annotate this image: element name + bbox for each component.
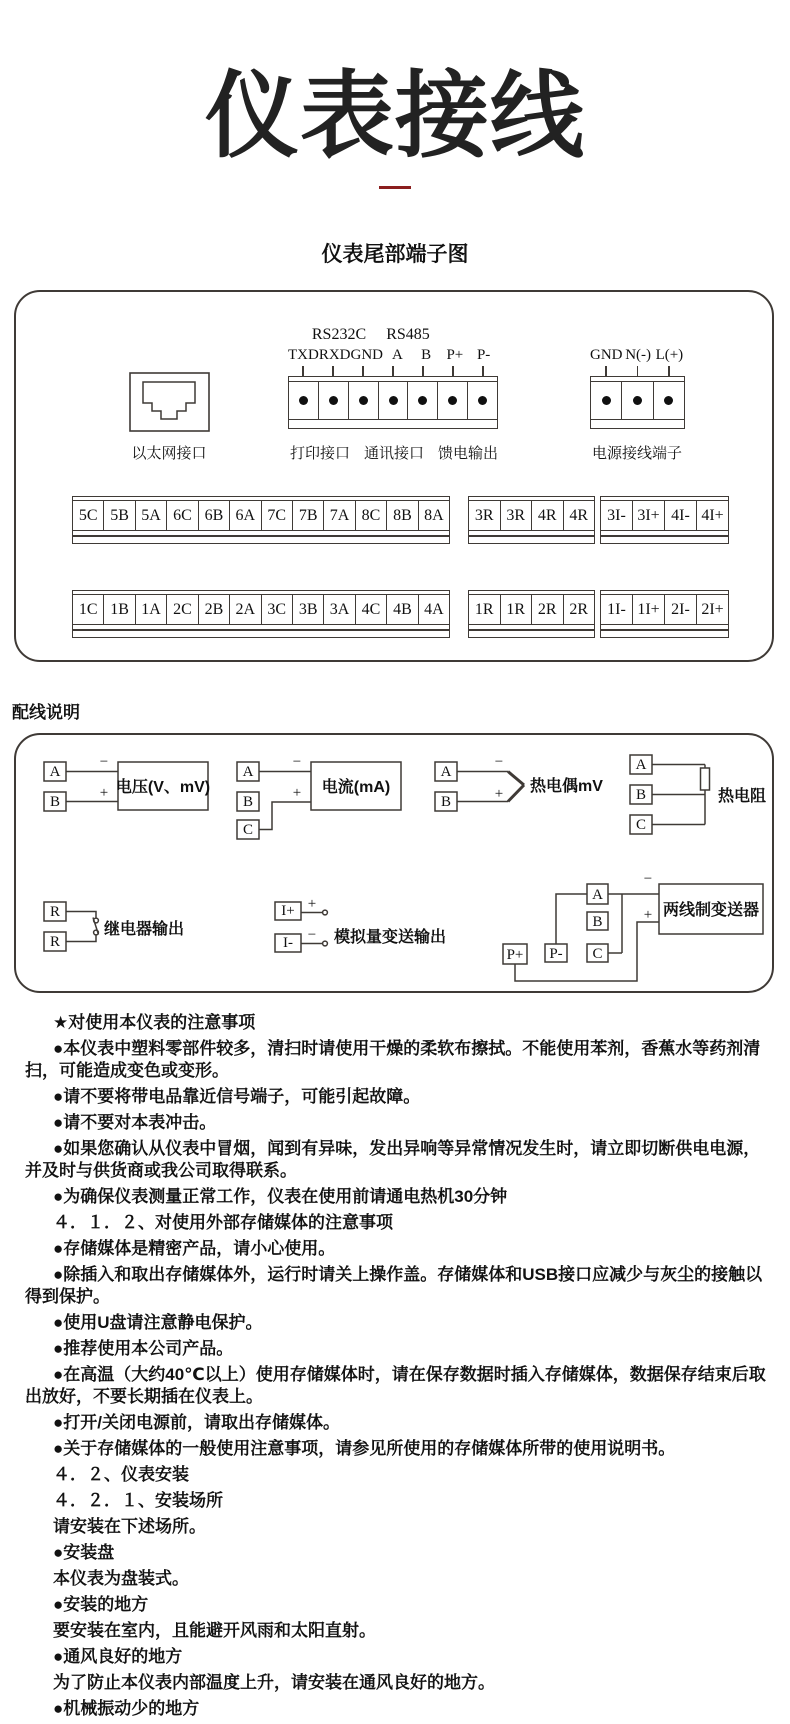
plus-mark: +	[292, 785, 302, 801]
terminal-sockets	[591, 382, 684, 419]
note-line: ●在高温（大约40℃以上）使用存储媒体时，请在保存数据时插入存储媒体，数据保存结束后取出放好，不要长期插在仪表上。	[25, 1365, 766, 1406]
terminal-a-label: A	[49, 764, 61, 780]
terminal-c-label: C	[592, 946, 603, 962]
terminal-cell: 3I-	[601, 501, 633, 530]
note-line: ●关于存储媒体的一般使用注意事项，请参见所使用的存储媒体所带的使用说明书。	[53, 1439, 676, 1458]
terminal-cell: 5B	[104, 501, 135, 530]
pin-wire	[622, 366, 654, 376]
note-line: ●通风良好的地方	[53, 1647, 183, 1666]
terminal-cell: 3A	[324, 595, 355, 624]
terminal-cell: 1I-	[601, 595, 633, 624]
pin-label: A	[391, 347, 403, 363]
note-line: ●本仪表中塑料零部件较多，清扫时请使用干燥的柔软布擦拭。不能使用苯剂，香蕉水等药剂清扫，可能造成变色或变形。	[25, 1039, 761, 1080]
wiring-section-heading: 配线说明	[12, 703, 80, 722]
pin-label: L(+)	[655, 347, 684, 363]
terminal-strip-row2-left	[72, 590, 450, 638]
terminal-cell: 8B	[387, 501, 418, 530]
terminal-cell: 2A	[230, 595, 261, 624]
pin-label: GND	[350, 347, 383, 363]
power-pin-wires	[590, 366, 685, 376]
terminal-cell: 4A	[424, 600, 444, 618]
power-pin-labels	[590, 346, 685, 364]
voltage-label: 电压(V、mV)	[115, 779, 211, 796]
ethernet-label: 以太网接口	[131, 445, 207, 462]
terminal-b-label: B	[635, 787, 647, 803]
terminal-cell: 1R	[501, 595, 533, 624]
pin-wire	[348, 366, 378, 376]
note-line: ●除插入和取出存储媒体外，运行时请关上操作盖。存储媒体和USB接口应减少与灰尘的接触以得到保护。	[25, 1265, 763, 1306]
relay-output-diagram	[44, 902, 184, 951]
minus-mark: −	[307, 927, 317, 943]
terminal-cell: 3C	[262, 595, 293, 624]
transmitter-label: 两线制变送器	[662, 902, 760, 919]
pin-label: P+	[446, 347, 464, 363]
terminal-cell: 7C	[262, 501, 293, 530]
terminal-dot	[329, 396, 338, 405]
terminal-cell: 6C	[167, 501, 198, 530]
terminal-cell: 2R	[532, 595, 564, 624]
pin-wire	[318, 366, 348, 376]
terminal-iminus-label: I-	[283, 935, 293, 951]
terminal-sockets	[289, 382, 497, 419]
terminal-socket	[654, 382, 684, 419]
note-line: ●请不要对本表冲击。	[53, 1113, 217, 1132]
analog-output-label: 模拟量变送输出	[334, 929, 447, 946]
note-line: ●请不要将带电品靠近信号端子，可能引起故障。	[53, 1087, 421, 1106]
terminal-dot	[448, 396, 457, 405]
terminal-socket	[408, 382, 438, 419]
note-line: ●安装的地方	[53, 1595, 149, 1614]
terminal-b-label: B	[592, 914, 603, 930]
note-line: ●打开/关闭电源前，请取出存储媒体。	[53, 1413, 340, 1432]
rs485-label: RS485	[386, 326, 430, 343]
title-divider	[379, 186, 411, 189]
terminal-pplus-label: P+	[506, 947, 524, 963]
terminal-a-label: A	[242, 764, 254, 780]
comm-port-label: 通讯接口	[363, 445, 424, 462]
terminal-cell: 2B	[199, 595, 230, 624]
strip-mount-bar	[600, 536, 729, 544]
strip-mount-bar	[72, 536, 450, 544]
terminal-socket	[319, 382, 349, 419]
block-rail	[591, 419, 684, 428]
strip-mount-bar	[468, 536, 595, 544]
terminal-dot	[633, 396, 642, 405]
strip-mount-bar	[600, 630, 729, 638]
analog-output-diagram	[275, 896, 446, 952]
pin-wire	[288, 366, 318, 376]
plus-mark: +	[99, 785, 109, 801]
terminal-cell: 3B	[293, 595, 324, 624]
terminal-socket	[379, 382, 409, 419]
pin-wire	[590, 366, 622, 376]
pin-wire	[468, 366, 498, 376]
terminal-socket	[438, 382, 468, 419]
pin-label: P-	[476, 347, 491, 363]
terminal-pminus-label: P-	[549, 946, 563, 962]
wiring-diagrams-panel	[14, 733, 774, 993]
notes-list	[10, 1012, 782, 1724]
relay-output-label: 继电器输出	[104, 921, 185, 938]
terminal-dot	[418, 396, 427, 405]
note-line: 本仪表为盘装式。	[53, 1569, 189, 1588]
rs232c-label: RS232C	[311, 326, 367, 343]
terminal-cell: 8A	[424, 506, 444, 524]
terminal-diagram-subtitle: 仪表尾部端子图	[321, 243, 469, 266]
terminal-cell: 4R	[569, 506, 589, 524]
voltage-input-diagram	[44, 754, 210, 811]
terminal-dot	[664, 396, 673, 405]
current-label: 电流(mA)	[321, 779, 391, 796]
terminal-cell: 7B	[293, 501, 324, 530]
terminal-b-label: B	[242, 794, 254, 810]
strip-mount-bar	[468, 630, 595, 638]
pin-label: RXD	[318, 347, 351, 363]
note-line: ●为确保仪表测量正常工作，仪表在使用前请通电热机30分钟	[53, 1187, 508, 1206]
two-wire-transmitter-diagram	[503, 871, 763, 981]
terminal-cell: 2I-	[665, 595, 697, 624]
power-terminal-label: 电源接线端子	[591, 445, 682, 462]
terminal-cell: 1R	[469, 595, 501, 624]
terminal-cell: 4I+	[701, 506, 724, 524]
terminal-cell: 2C	[167, 595, 198, 624]
terminal-a-label: A	[635, 757, 647, 773]
terminal-cell: 2R	[569, 600, 589, 618]
pin-wire	[378, 366, 408, 376]
terminal-cell: 3R	[501, 501, 533, 530]
pin-label: GND	[590, 347, 623, 363]
terminal-dot	[299, 396, 308, 405]
terminal-strip-row2-right	[600, 590, 729, 638]
note-line: ●安装盘	[53, 1543, 115, 1562]
note-line: ４．２、仪表安装	[53, 1465, 189, 1484]
wiring-diagrams-drawing	[16, 735, 772, 991]
strip-mount-bar	[72, 630, 450, 638]
terminal-cell: 7A	[324, 501, 355, 530]
terminal-cell: 1C	[73, 595, 104, 624]
terminal-cell: 4B	[387, 595, 418, 624]
terminal-r-label: R	[49, 904, 61, 920]
comm-pin-wires	[288, 366, 498, 376]
rtd-diagram	[630, 755, 766, 834]
pin-label: N(-)	[625, 347, 652, 363]
minus-mark: −	[494, 754, 504, 770]
current-input-diagram	[237, 754, 401, 839]
note-line: 要安装在室内，且能避开风雨和太阳直射。	[53, 1621, 376, 1640]
pin-wire	[653, 366, 685, 376]
comm-pin-labels	[288, 346, 498, 364]
rtd-label: 热电阻	[718, 788, 767, 805]
terminal-cell: 4R	[532, 501, 564, 530]
terminal-strip-row1-mid	[468, 496, 595, 544]
comm-block-captions	[286, 442, 502, 463]
terminal-strip-row2-mid	[468, 590, 595, 638]
terminal-a-label: A	[592, 887, 603, 903]
note-line: ４．２．１、安装场所	[53, 1491, 223, 1510]
terminal-dot	[359, 396, 368, 405]
pin-label: TXD	[288, 347, 319, 363]
note-line: 请安装在下述场所。	[53, 1517, 206, 1536]
terminal-dot	[602, 396, 611, 405]
terminal-socket	[622, 382, 653, 419]
note-line: ●机械振动少的地方	[53, 1699, 200, 1718]
terminal-cell: 3I+	[633, 501, 665, 530]
terminal-strip-row1-right	[600, 496, 729, 544]
terminal-b-label: B	[440, 794, 452, 810]
terminal-cell: 2I+	[701, 600, 724, 618]
minus-mark: −	[292, 754, 302, 770]
terminal-cell: 6A	[230, 501, 261, 530]
terminal-cell: 4C	[356, 595, 387, 624]
power-terminal-block	[590, 376, 685, 429]
terminal-dot	[478, 396, 487, 405]
plus-mark: +	[307, 896, 317, 912]
minus-mark: −	[643, 871, 653, 887]
note-line: ●使用U盘请注意静电保护。	[53, 1313, 263, 1332]
terminal-cell: 5C	[73, 501, 104, 530]
note-line: ●推荐使用本公司产品。	[53, 1339, 234, 1358]
note-line: ●如果您确认从仪表中冒烟，闻到有异味，发出异响等异常情况发生时，请立即切断供电电源，并及时与供货商或我公司取得联系。	[25, 1139, 761, 1180]
pin-label: B	[421, 347, 432, 363]
terminal-cell: 8C	[356, 501, 387, 530]
pin-wire	[438, 366, 468, 376]
feed-output-label: 馈电输出	[437, 445, 498, 462]
note-line: ●存储媒体是精密产品，请小心使用。	[53, 1239, 336, 1258]
terminal-cell: 1I+	[633, 595, 665, 624]
plus-mark: +	[494, 786, 504, 802]
plus-mark: +	[643, 907, 653, 923]
page-title: 仪表接线	[204, 63, 585, 168]
pin-wire	[408, 366, 438, 376]
terminal-cell: 1A	[136, 595, 167, 624]
minus-mark: −	[99, 754, 109, 770]
ethernet-port-icon	[129, 372, 210, 432]
terminal-diagram-panel	[14, 290, 774, 662]
terminal-r-label: R	[49, 934, 61, 950]
terminal-c-label: C	[242, 822, 254, 838]
thermocouple-diagram	[435, 754, 603, 811]
note-line: 为了防止本仪表内部温度上升，请安装在通风良好的地方。	[53, 1673, 495, 1692]
block-rail	[289, 419, 497, 428]
terminal-cell: 5A	[136, 501, 167, 530]
comm-terminal-block	[288, 376, 498, 429]
terminal-iplus-label: I+	[281, 903, 295, 919]
terminal-dot	[389, 396, 398, 405]
thermocouple-label: 热电偶mV	[530, 778, 603, 795]
terminal-socket	[468, 382, 497, 419]
terminal-cell: 4I-	[665, 501, 697, 530]
terminal-cell: 6B	[199, 501, 230, 530]
terminal-socket	[349, 382, 379, 419]
note-line: ★对使用本仪表的注意事项	[53, 1013, 256, 1032]
terminal-socket	[591, 382, 622, 419]
terminal-strip-row1-left	[72, 496, 450, 544]
terminal-c-label: C	[635, 817, 647, 833]
print-port-label: 打印接口	[290, 445, 351, 462]
terminal-cell: 3R	[469, 501, 501, 530]
terminal-a-label: A	[440, 764, 452, 780]
terminal-cell: 1B	[104, 595, 135, 624]
terminal-socket	[289, 382, 319, 419]
terminal-b-label: B	[49, 794, 61, 810]
note-line: ４．１．２、对使用外部存储媒体的注意事项	[53, 1213, 393, 1232]
